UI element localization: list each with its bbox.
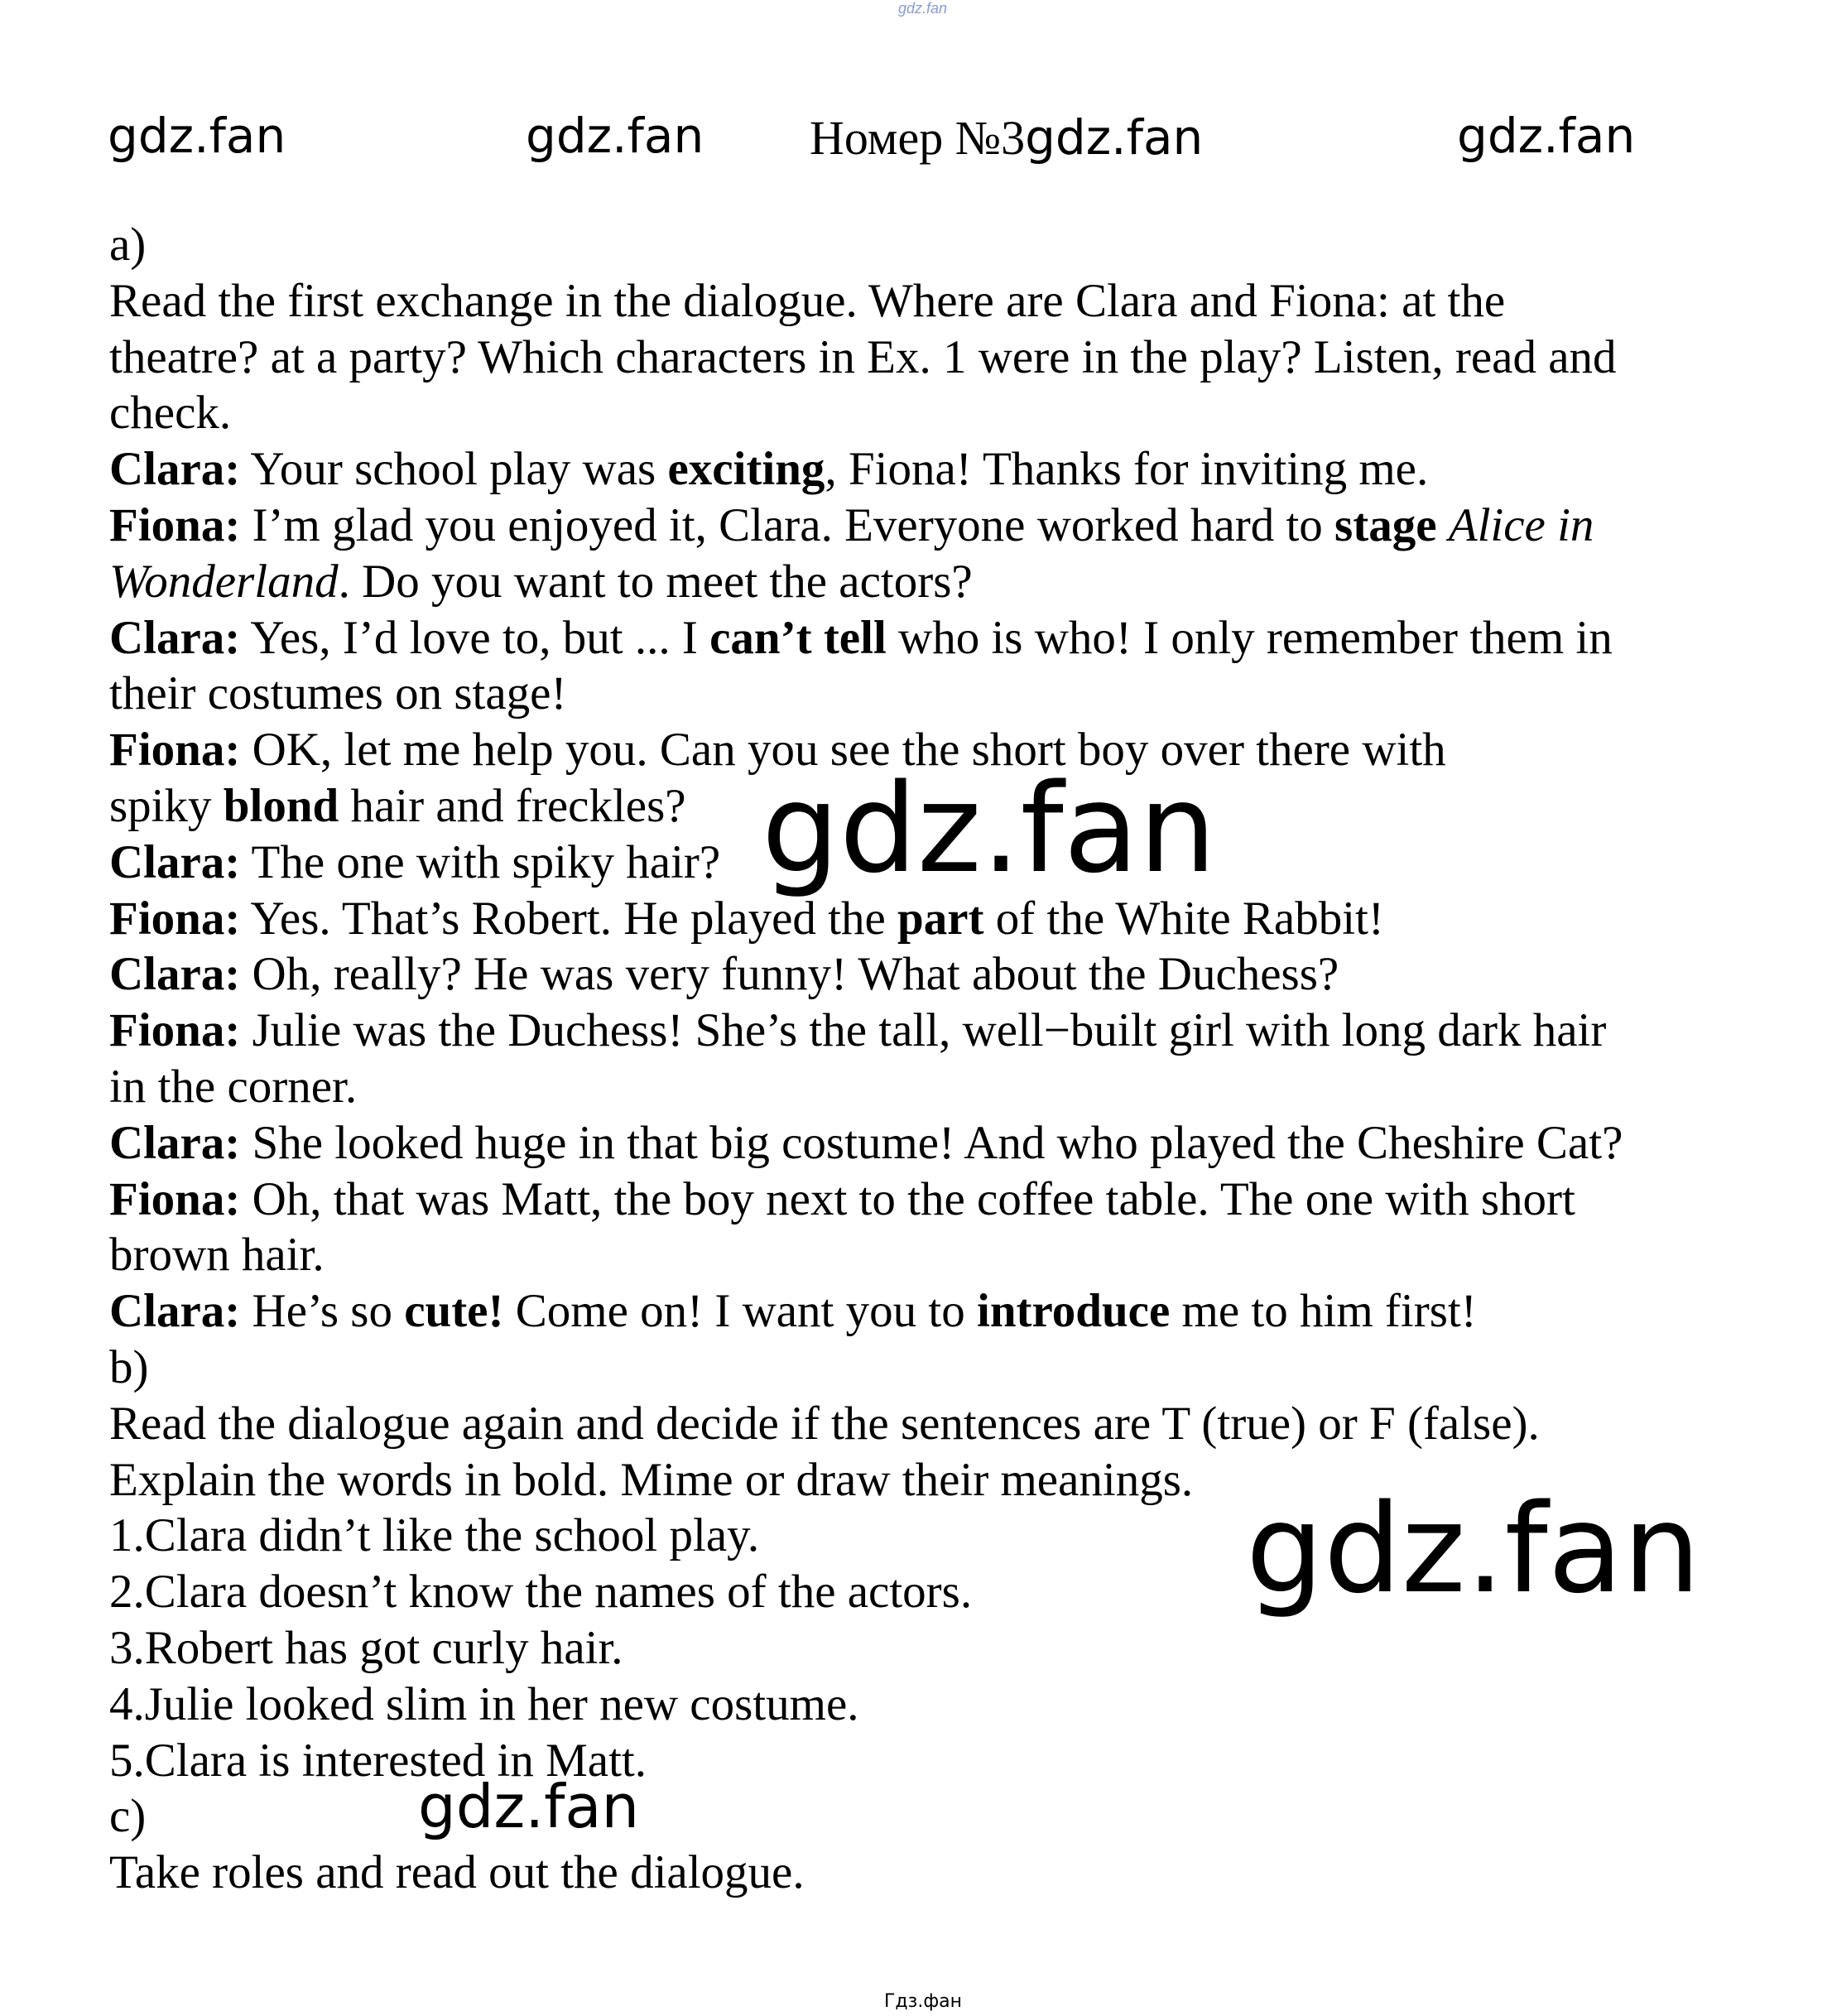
dialogue-text: The one with spiky hair? <box>240 835 721 888</box>
section-a-instruction-line: check. <box>109 387 232 440</box>
dialogue-text: Oh, really? He was very funny! What about the Duchess? <box>240 948 1339 1001</box>
dialogue-line <box>109 946 1765 1003</box>
speaker-name: Fiona: <box>109 724 241 777</box>
header-watermark-4: gdz.fan <box>1457 108 1636 164</box>
statement-item: 4.Julie looked slim in her new costume. <box>109 1677 859 1730</box>
speaker-name: Clara: <box>109 835 241 888</box>
section-a-instruction-line: theatre? at a party? Which characters in Ex. 1 were in the play? Listen, read and <box>109 330 1617 383</box>
speaker-name: Clara: <box>109 948 241 1001</box>
bold-word: part <box>897 892 984 945</box>
exercise-body <box>109 217 1765 1901</box>
bold-word: can’t tell <box>709 611 887 664</box>
italic-title: Alice in <box>1448 498 1594 551</box>
dialogue-text: brown hair. <box>109 1229 325 1282</box>
dialogue-line <box>109 1227 1765 1283</box>
statement-item: 5.Clara is interested in Matt. <box>109 1734 647 1787</box>
exercise-number: Номер №3 <box>810 111 1026 165</box>
dialogue-line <box>109 610 1765 666</box>
dialogue-text: . Do you want to meet the actors? <box>338 555 973 608</box>
speaker-name: Fiona: <box>109 1004 241 1057</box>
statement-item: 3.Robert has got curly hair. <box>109 1621 623 1674</box>
dialogue-text: He’s so <box>240 1285 405 1338</box>
dialogue-text: me to him first! <box>1170 1285 1477 1338</box>
speaker-name: Fiona: <box>109 498 241 551</box>
dialogue-text: Yes. That’s Robert. He played the <box>240 892 898 945</box>
section-b-instruction-line: Read the dialogue again and decide if the sentences are T (true) or F (false). <box>109 1397 1540 1450</box>
dialogue-text: spiky <box>109 779 224 832</box>
speaker-name: Clara: <box>109 1285 241 1338</box>
footer-watermark: Гдз.фан <box>884 1991 962 2012</box>
speaker-name: Fiona: <box>109 892 241 945</box>
statement-item: 1.Clara didn’t like the school play. <box>109 1509 760 1562</box>
dialogue-text: Come on! I want you to <box>503 1285 977 1338</box>
dialogue-text <box>1437 499 1449 551</box>
section-a-instruction-line: Read the first exchange in the dialogue. Where are Clara and Fiona: at the <box>109 274 1506 327</box>
speaker-name: Clara: <box>109 1116 241 1169</box>
bold-word: blond <box>223 779 339 832</box>
section-b-label: b) <box>109 1340 149 1393</box>
section-a-label: a) <box>109 219 147 271</box>
dialogue-text: hair and freckles? <box>339 779 686 832</box>
header-watermark-2: gdz.fan <box>526 108 704 164</box>
dialogue-text: of the White Rabbit! <box>983 892 1384 945</box>
dialogue-line <box>109 498 1765 554</box>
dialogue-text: in the corner. <box>109 1060 358 1113</box>
dialogue-line <box>109 1172 1765 1228</box>
dialogue-line <box>109 1003 1765 1059</box>
watermark-large-2: gdz.fan <box>1246 1478 1701 1620</box>
bold-word: exciting <box>667 443 825 496</box>
dialogue-text: Oh, that was Matt, the boy next to the coffee table. The one with short <box>240 1172 1575 1225</box>
dialogue-text: who is who! I only remember them in <box>886 611 1613 664</box>
watermark-medium: gdz.fan <box>418 1772 640 1841</box>
speaker-name: Clara: <box>109 611 241 664</box>
dialogue-text: I’m glad you enjoyed it, Clara. Everyone worked hard to <box>240 498 1335 551</box>
dialogue-line <box>109 1059 1765 1115</box>
bold-word: cute! <box>404 1285 504 1338</box>
dialogue-line <box>109 554 1765 610</box>
dialogue-text: Julie was the Duchess! She’s the tall, well−built girl with long dark hair <box>240 1004 1607 1057</box>
watermark-large-1: gdz.fan <box>762 758 1217 900</box>
dialogue-line <box>109 1115 1765 1172</box>
exercise-title <box>810 109 1203 166</box>
dialogue-text: Your school play was <box>240 443 668 496</box>
speaker-name: Clara: <box>109 443 241 496</box>
dialogue-text: , Fiona! Thanks for inviting me. <box>825 443 1429 496</box>
statement-item: 2.Clara doesn’t know the names of the actors. <box>109 1566 973 1619</box>
italic-title: Wonderland <box>109 555 339 608</box>
dialogue-text: their costumes on stage! <box>109 667 567 720</box>
dialogue-text: Yes, I’d love to, but ... I <box>240 611 710 664</box>
bold-word: stage <box>1334 498 1437 551</box>
section-c-instruction: Take roles and read out the dialogue. <box>109 1846 805 1899</box>
speaker-name: Fiona: <box>109 1172 241 1225</box>
dialogue-line <box>109 1283 1765 1340</box>
top-watermark: gdz.fan <box>898 0 948 17</box>
section-b-instruction-line: Explain the words in bold. Mime or draw their meanings. <box>109 1453 1194 1506</box>
title-watermark: gdz.fan <box>1025 109 1204 166</box>
dialogue-line <box>109 441 1765 498</box>
dialogue-line <box>109 666 1765 722</box>
header-watermark-1: gdz.fan <box>108 108 286 164</box>
bold-word: introduce <box>976 1285 1171 1338</box>
section-c-label: c) <box>109 1790 147 1843</box>
dialogue-text: She looked huge in that big costume! And who played the Cheshire Cat? <box>240 1116 1623 1169</box>
dialogue-text: OK, let me help you. Can you see the short boy over there with <box>240 724 1446 777</box>
